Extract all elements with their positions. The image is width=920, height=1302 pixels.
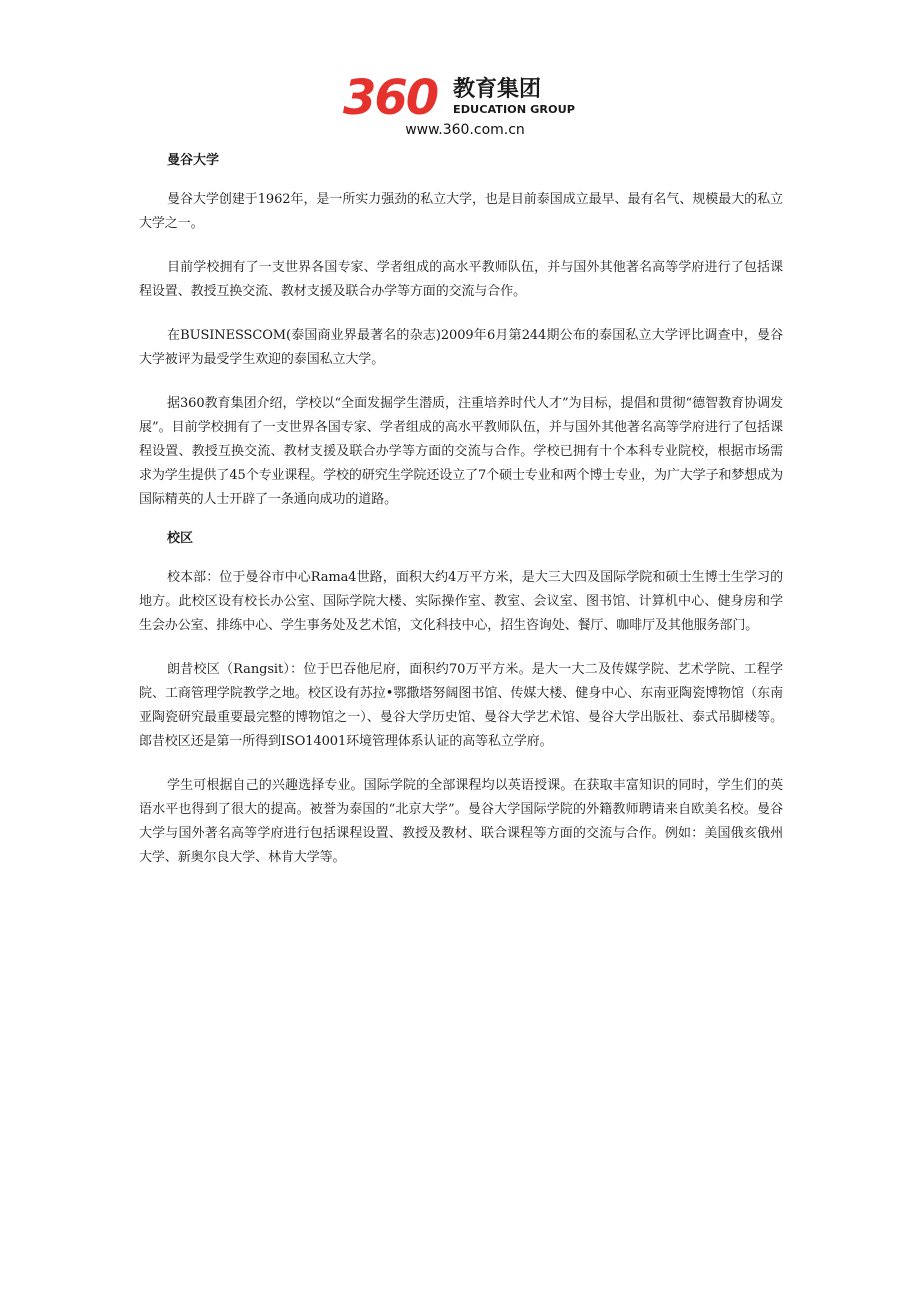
logo-url: www.360.com.cn (405, 122, 525, 138)
paragraph-rangsit-campus: 朗昔校区（Rangsit）：位于巴吞他尼府，面积约70万平方米。是大一大二及传媒学院、艺术学院、工程学院、工商管理学院教学之地。校区设有苏拉•鄂撒塔努阔图书馆、传媒大楼、健身中心、东南亚陶瓷博物馆（东南亚陶瓷研究最重要最完整的博物馆之一）、曼谷大学历史馆、曼谷大学艺术馆、曼谷大学出版社、泰式吊脚楼等。郎昔校区还是第一所得到ISO14001环境管理体系认证的高等私立学府。 (139, 662, 783, 749)
logo-number: 360 (343, 72, 438, 122)
logo-graphic (343, 72, 583, 122)
paragraph-ranking: 在BUSINESSCOM(泰国商业界最著名的杂志)2009年6月第244期公布的泰国私立大学评比调查中，曼谷大学被评为最受学生欢迎的泰国私立大学。 (139, 328, 783, 367)
paragraph-main-campus: 校本部：位于曼谷市中心Rama4世路，面积大约4万平方米，是大三大四及国际学院和硕士生博士生学习的地方。此校区设有校长办公室、国际学院大楼、实际操作室、教室、会议室、图书馆、计算机中心、健身房和学生会办公室、排练中心、学生事务处及艺术馆，文化科技中心，招生咨询处、餐厅、咖啡厅及其他服务部门。 (139, 570, 783, 633)
paragraph-faculty: 目前学校拥有了一支世界各国专家、学者组成的高水平教师队伍，并与国外其他著名高等学府进行了包括课程设置、教授互换交流、教材支援及联合办学等方面的交流与合作。 (139, 260, 783, 299)
paragraph-overview: 据360教育集团介绍，学校以“全面发掘学生潜质，注重培养时代人才”为目标，提倡和贯彻“德智教育协调发展”。目前学校拥有了一支世界各国专家、学者组成的高水平教师队伍，并与国外其他著名高等学府进行了包括课程设置、教授互换交流、教材支援及联合办学等方面的交流与合作。学校已拥有十个本科专业院校，根据市场需求为学生提供了45个专业课程。学校的研究生学院还设立了7个硕士专业和两个博士专业，为广大学子和梦想成为国际精英的人士开辟了一条通向成功的道路。 (139, 396, 783, 507)
paragraph-programs: 学生可根据自己的兴趣选择专业。国际学院的全部课程均以英语授课。在获取丰富知识的同时，学生们的英语水平也得到了很大的提高。被誉为泰国的“北京大学”。曼谷大学国际学院的外籍教师聘请来自欧美名校。曼谷大学与国外著名高等学府进行包括课程设置、教授及教材、联合课程等方面的交流与合作。例如：美国俄亥俄州大学、新奥尔良大学、林肯大学等。 (139, 778, 783, 865)
section-title-campus: 校区 (167, 531, 194, 546)
logo-cn-name: 教育集团 (453, 77, 542, 102)
logo-en-name: EDUCATION GROUP (453, 103, 575, 116)
paragraph-intro: 曼谷大学创建于1962年，是一所实力强劲的私立大学，也是目前泰国成立最早、最有名气、规模最大的私立大学之一。 (139, 192, 783, 231)
article-body (139, 150, 783, 870)
section-title-bangkok-university: 曼谷大学 (167, 153, 220, 168)
